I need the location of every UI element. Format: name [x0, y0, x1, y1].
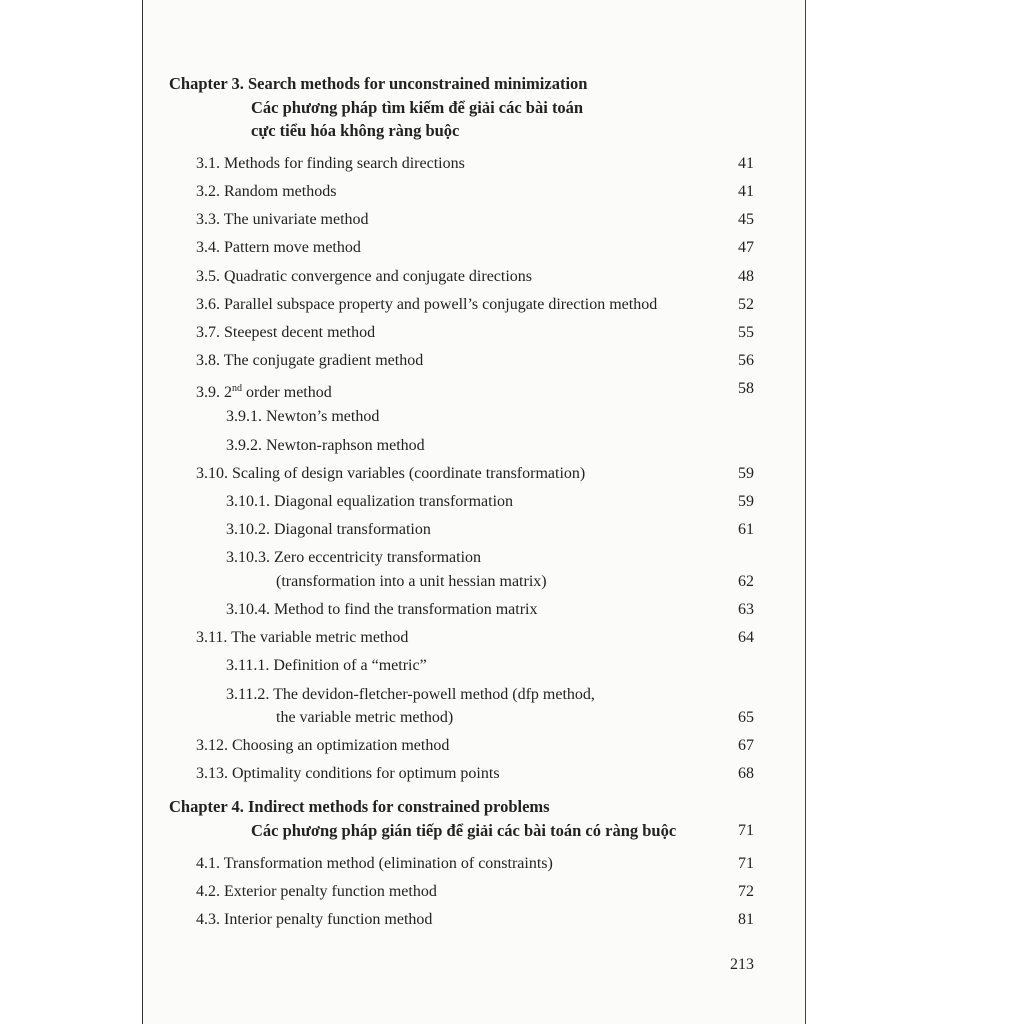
toc-entry — [196, 379, 332, 403]
toc-entry: 3.13. Optimality conditions for optimum points — [196, 765, 500, 782]
toc-page-number: 81 — [738, 911, 754, 928]
toc-subentry: 3.10.3. Zero eccentricity transformation — [226, 549, 482, 566]
toc-entry: 3.12. Choosing an optimization method — [196, 737, 450, 754]
toc-subentry: 3.11.1. Definition of a “metric” — [226, 657, 427, 674]
toc-entry: 3.10. Scaling of design variables (coordinate transformation) — [196, 465, 586, 482]
toc-page-number: 45 — [738, 211, 754, 228]
toc-page-number: 52 — [738, 296, 754, 313]
toc-page-number: 72 — [738, 883, 754, 900]
toc-page-number: 71 — [738, 822, 754, 839]
toc-subentry: 3.10.2. Diagonal transformation — [226, 521, 431, 538]
toc-entry: 3.1. Methods for finding search directions — [196, 155, 465, 172]
toc-subentry: 3.9.1. Newton’s method — [226, 408, 380, 425]
chapter3-title: Chapter 3. Search methods for unconstrained minimization — [169, 74, 588, 93]
toc-entry: 4.3. Interior penalty function method — [196, 911, 433, 928]
toc-entry: 3.4. Pattern move method — [196, 239, 361, 256]
toc-page-number: 59 — [738, 493, 754, 510]
toc-entry: 3.11. The variable metric method — [196, 629, 409, 646]
toc-page-number: 67 — [738, 737, 754, 754]
toc-page-number: 56 — [738, 352, 754, 369]
toc-subentry: 3.11.2. The devidon-fletcher-powell method (dfp method, — [226, 686, 595, 703]
toc-page-number: 41 — [738, 155, 754, 172]
toc-entry-prefix: 3.9. 2 — [196, 384, 232, 401]
toc-entry: 3.3. The univariate method — [196, 211, 369, 228]
toc-entry: 4.1. Transformation method (elimination of constraints) — [196, 855, 553, 872]
toc-page-number: 58 — [738, 380, 754, 397]
toc-entry: 4.2. Exterior penalty function method — [196, 883, 437, 900]
toc-page-number: 41 — [738, 183, 754, 200]
toc-page-number: 65 — [738, 709, 754, 726]
toc-entry: 3.6. Parallel subspace property and powell’s conjugate direction method — [196, 296, 658, 313]
toc-entry-suffix: order method — [242, 384, 332, 401]
toc-page-number: 71 — [738, 855, 754, 872]
toc-entry: 3.7. Steepest decent method — [196, 324, 376, 341]
chapter3-vi-title-line2: cực tiểu hóa không ràng buộc — [251, 121, 460, 140]
chapter4-vi-title: Các phương pháp gián tiếp để giải các bài toán có ràng buộc — [251, 821, 677, 840]
chapter3-vi-title-line1: Các phương pháp tìm kiếm để giải các bài toán — [251, 98, 584, 117]
toc-page-number: 55 — [738, 324, 754, 341]
toc-entry: 3.2. Random methods — [196, 183, 337, 200]
toc-page-number: 64 — [738, 629, 754, 646]
page-number: 213 — [730, 956, 754, 973]
toc-page-number: 63 — [738, 601, 754, 618]
toc-page-number: 48 — [738, 268, 754, 285]
toc-entry-superscript: nd — [232, 383, 242, 394]
toc-page-number: 47 — [738, 239, 754, 256]
chapter4-title: Chapter 4. Indirect methods for constrained problems — [169, 797, 550, 816]
toc-subentry: 3.9.2. Newton-raphson method — [226, 437, 425, 454]
toc-page-number: 59 — [738, 465, 754, 482]
toc-page-number: 62 — [738, 573, 754, 590]
toc-subentry-continuation: (transformation into a unit hessian matrix) — [276, 573, 547, 590]
toc-subentry: 3.10.4. Method to find the transformation matrix — [226, 601, 538, 618]
toc-page-number: 61 — [738, 521, 754, 538]
toc-subentry: 3.10.1. Diagonal equalization transformation — [226, 493, 514, 510]
toc-page-number: 68 — [738, 765, 754, 782]
toc-subentry-continuation: the variable metric method) — [276, 709, 454, 726]
toc-entry: 3.5. Quadratic convergence and conjugate directions — [196, 268, 533, 285]
toc-entry: 3.8. The conjugate gradient method — [196, 352, 424, 369]
